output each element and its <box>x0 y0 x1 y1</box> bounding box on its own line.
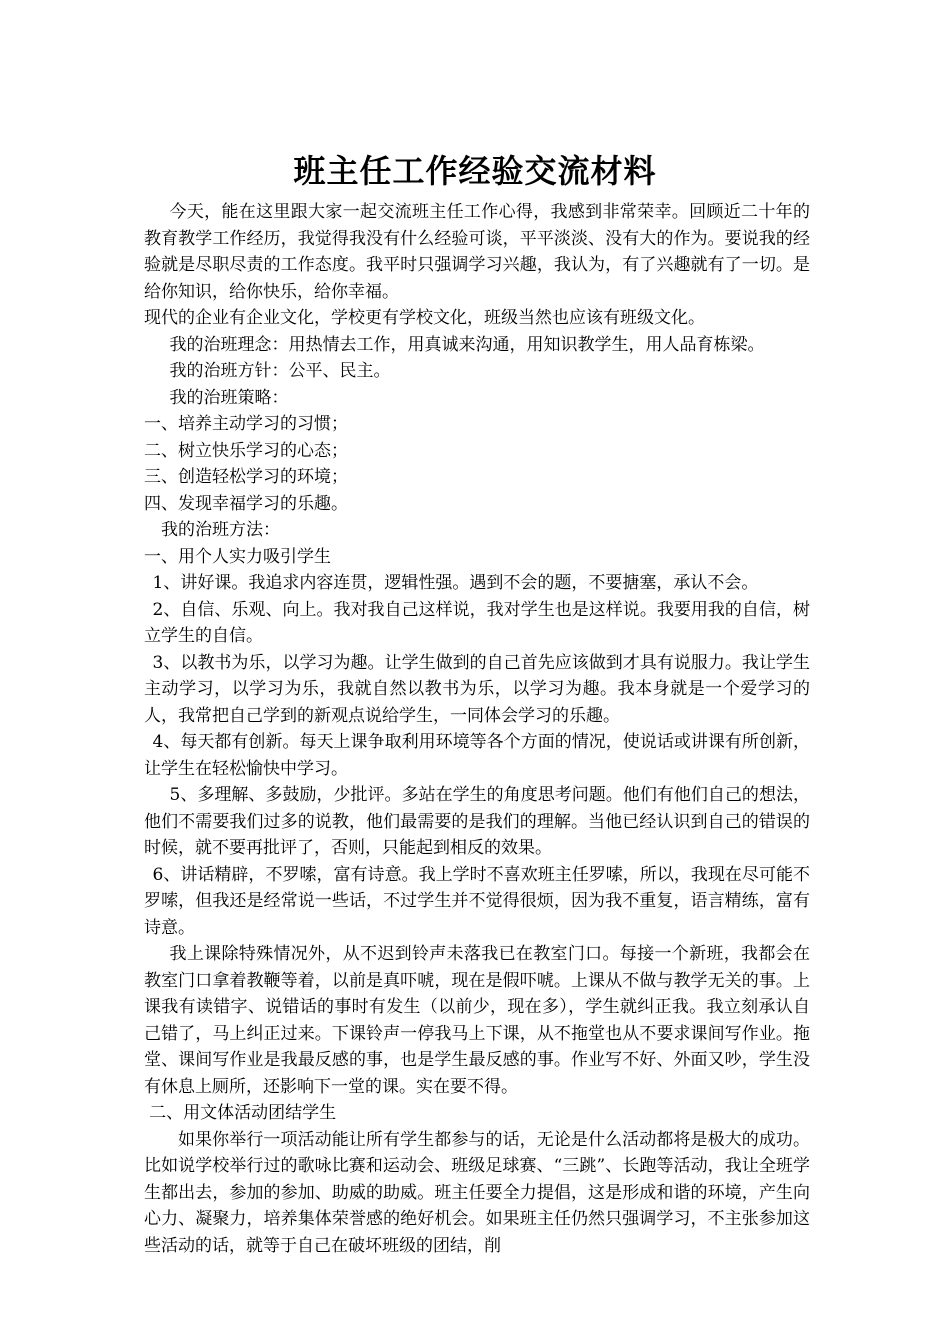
list-item-method-4: 4、每天都有创新。每天上课争取利用环境等各个方面的情况，使说话或讲课有所创新，让学生在轻松愉快中学习。 <box>144 732 810 779</box>
document-body <box>144 199 810 1259</box>
list-item-method-2: 2、自信、乐观、向上。我对我自己这样说，我对学生也是这样说。我要用我的自信，树立学生的自信。 <box>144 599 810 646</box>
list-item-strategy-1: 一、培养主动学习的习惯； <box>144 414 348 434</box>
paragraph-strategy-heading: 我的治班策略： <box>169 387 289 408</box>
list-item-strategy-3: 三、创造轻松学习的环境； <box>144 467 348 487</box>
paragraph-intro: 今天，能在这里跟大家一起交流班主任工作心得，我感到非常荣幸。回顾近二十年的教育教学工作经历，我觉得我没有什么经验可谈，平平淡淡、没有大的作为。要说我的经验就是尽职尽责的工作态度。我平时只强调学习兴趣，我认为，有了兴趣就有了一切。是给你知识，给你快乐，给你幸福。 <box>144 202 810 302</box>
document-title: 班主任工作经验交流材料 <box>293 152 657 191</box>
paragraph-punctuality: 我上课除特殊情况外，从不迟到铃声未落我已在教室门口。每接一个新班，我都会在教室门口拿着教鞭等着，以前是真吓唬，现在是假吓唬。上课从不做与教学无关的事。上课我有读错字、说错话的事时有发生（以前少，现在多），学生就纠正我。我立刻承认自己错了，马上纠正过来。下课铃声一停我马上下课，从不拖堂也从不要求课间写作业。拖堂、课间写作业是我最反感的事，也是学生最反感的事。作业写不好、外面又吵，学生没有休息上厕所，还影响下一堂的课。实在要不得。 <box>144 944 810 1097</box>
paragraph-culture: 现代的企业有企业文化，学校更有学校文化，班级当然也应该有班级文化。 <box>144 308 705 328</box>
section-heading-2: 二、用文体活动团结学生 <box>149 1103 337 1123</box>
paragraph-policy: 我的治班方针：公平、民主。 <box>169 361 391 381</box>
list-item-strategy-2: 二、树立快乐学习的心态； <box>144 440 348 461</box>
paragraph-philosophy: 我的治班理念：用热情去工作，用真诚来沟通，用知识教学生，用人品育栋梁。 <box>169 334 765 355</box>
list-item-method-3: 3、以教书为乐，以学习为趣。让学生做到的自己首先应该做到才具有说服力。我让学生主动学习，以学习为乐，我就自然以教书为乐，以学习为趣。我本身就是一个爱学习的人，我常把自己学到的新观点说给学生，一同体会学习的乐趣。 <box>144 652 810 726</box>
list-item-method-1: 1、讲好课。我追求内容连贯，逻辑性强。遇到不会的题，不要搪塞，承认不会。 <box>152 573 759 593</box>
list-item-method-6: 6、讲话精辟，不罗嗦，富有诗意。我上学时不喜欢班主任罗嗦，所以，我现在尽可能不罗嗦，但我还是经常说一些话，不过学生并不觉得很烦，因为我不重复，语言精练，富有诗意。 <box>144 864 810 938</box>
paragraph-activities: 如果你举行一项活动能让所有学生都参与的话，无论是什么活动都将是极大的成功。比如说学校举行过的歌咏比赛和运动会、班级足球赛、“三跳”、长跑等活动，我让全班学生都出去，参加的参加、助威的助威。班主任要全力提倡，这是形成和谐的环境，产生向心力、凝聚力，培养集体荣誉感的绝好机会。如果班主任仍然只强调学习，不主张参加这些活动的话，就等于自己在破坏班级的团结，削 <box>144 1129 810 1256</box>
list-item-method-5: 5、多理解、多鼓励，少批评。多站在学生的角度思考问题。他们有他们自己的想法，他们不需要我们过多的说教，他们最需要的是我们的理解。当他已经认识到自己的错误的时候，就不要再批评了，否则，只能起到相反的效果。 <box>144 785 810 858</box>
section-heading-1: 一、用个人实力吸引学生 <box>144 546 331 567</box>
paragraph-method-heading: 我的治班方法： <box>161 520 280 540</box>
list-item-strategy-4: 四、发现幸福学习的乐趣。 <box>144 493 348 514</box>
